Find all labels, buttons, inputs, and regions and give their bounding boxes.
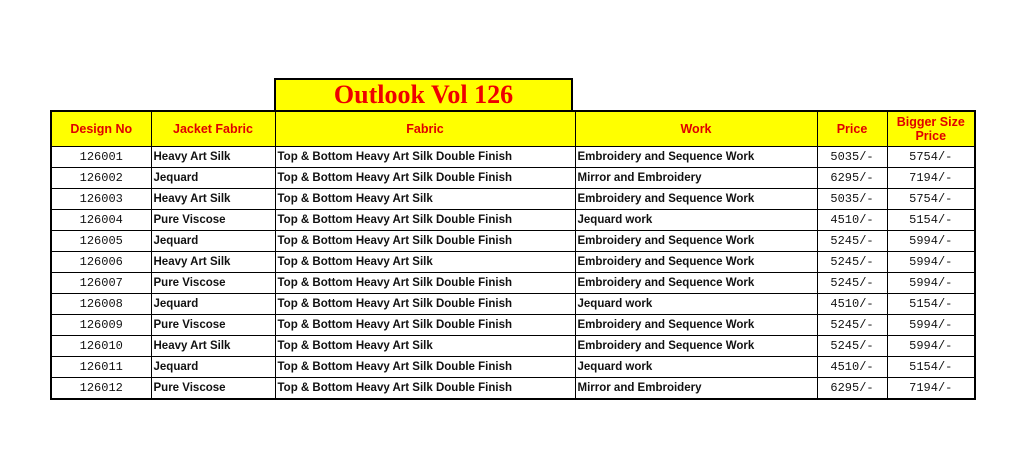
- jacket-fabric-cell: Heavy Art Silk: [151, 336, 275, 357]
- fabric-cell: Top & Bottom Heavy Art Silk: [275, 252, 575, 273]
- design-no-cell: 126008: [51, 294, 151, 315]
- bigger-size-price-cell: 5994/-: [887, 231, 975, 252]
- fabric-cell: Top & Bottom Heavy Art Silk Double Finish: [275, 315, 575, 336]
- price-cell: 5035/-: [817, 189, 887, 210]
- design-no-cell: 126011: [51, 357, 151, 378]
- bigger-size-price-cell: 5994/-: [887, 252, 975, 273]
- price-table: [50, 110, 976, 400]
- design-no-cell: 126005: [51, 231, 151, 252]
- bigger-size-price-cell: 5154/-: [887, 210, 975, 231]
- col-header-bigger-size-price: Bigger Size Price: [887, 111, 975, 147]
- jacket-fabric-cell: Heavy Art Silk: [151, 252, 275, 273]
- bigger-size-price-cell: 7194/-: [887, 168, 975, 189]
- design-no-cell: 126004: [51, 210, 151, 231]
- jacket-fabric-cell: Jequard: [151, 294, 275, 315]
- jacket-fabric-cell: Jequard: [151, 357, 275, 378]
- fabric-cell: Top & Bottom Heavy Art Silk Double Finish: [275, 357, 575, 378]
- work-cell: Mirror and Embroidery: [575, 378, 817, 400]
- bigger-size-price-cell: 5754/-: [887, 147, 975, 168]
- price-cell: 5245/-: [817, 273, 887, 294]
- jacket-fabric-cell: Jequard: [151, 231, 275, 252]
- price-cell: 6295/-: [817, 378, 887, 400]
- catalog-title: Outlook Vol 126: [274, 78, 573, 110]
- work-cell: Embroidery and Sequence Work: [575, 231, 817, 252]
- fabric-cell: Top & Bottom Heavy Art Silk Double Finish: [275, 273, 575, 294]
- work-cell: Embroidery and Sequence Work: [575, 189, 817, 210]
- design-no-cell: 126007: [51, 273, 151, 294]
- fabric-cell: Top & Bottom Heavy Art Silk Double Finish: [275, 378, 575, 400]
- work-cell: Jequard work: [575, 357, 817, 378]
- table-row: [51, 357, 975, 378]
- bigger-size-price-cell: 5154/-: [887, 294, 975, 315]
- design-no-cell: 126003: [51, 189, 151, 210]
- table-row: [51, 168, 975, 189]
- work-cell: Jequard work: [575, 210, 817, 231]
- table-row: [51, 210, 975, 231]
- fabric-cell: Top & Bottom Heavy Art Silk: [275, 336, 575, 357]
- col-header-work: Work: [575, 111, 817, 147]
- fabric-cell: Top & Bottom Heavy Art Silk Double Finish: [275, 147, 575, 168]
- price-cell: 4510/-: [817, 294, 887, 315]
- bigger-size-price-cell: 5994/-: [887, 273, 975, 294]
- work-cell: Embroidery and Sequence Work: [575, 336, 817, 357]
- jacket-fabric-cell: Pure Viscose: [151, 273, 275, 294]
- design-no-cell: 126006: [51, 252, 151, 273]
- price-cell: 5035/-: [817, 147, 887, 168]
- table-row: [51, 294, 975, 315]
- bigger-size-price-cell: 7194/-: [887, 378, 975, 400]
- jacket-fabric-cell: Heavy Art Silk: [151, 189, 275, 210]
- jacket-fabric-cell: Pure Viscose: [151, 378, 275, 400]
- work-cell: Jequard work: [575, 294, 817, 315]
- work-cell: Embroidery and Sequence Work: [575, 315, 817, 336]
- design-no-cell: 126002: [51, 168, 151, 189]
- bigger-size-price-cell: 5994/-: [887, 315, 975, 336]
- table-row: [51, 231, 975, 252]
- bigger-size-price-cell: 5754/-: [887, 189, 975, 210]
- design-no-cell: 126012: [51, 378, 151, 400]
- price-cell: 5245/-: [817, 336, 887, 357]
- fabric-cell: Top & Bottom Heavy Art Silk Double Finish: [275, 210, 575, 231]
- table-row: [51, 336, 975, 357]
- table-row: [51, 252, 975, 273]
- table-row: [51, 378, 975, 400]
- price-cell: 4510/-: [817, 357, 887, 378]
- bigger-size-price-cell: 5994/-: [887, 336, 975, 357]
- col-header-jacket-fabric: Jacket Fabric: [151, 111, 275, 147]
- jacket-fabric-cell: Jequard: [151, 168, 275, 189]
- fabric-cell: Top & Bottom Heavy Art Silk Double Finish: [275, 294, 575, 315]
- table-row: [51, 315, 975, 336]
- col-header-design-no: Design No: [51, 111, 151, 147]
- col-header-price: Price: [817, 111, 887, 147]
- fabric-cell: Top & Bottom Heavy Art Silk Double Finish: [275, 231, 575, 252]
- price-cell: 5245/-: [817, 231, 887, 252]
- bigger-size-price-cell: 5154/-: [887, 357, 975, 378]
- design-no-cell: 126001: [51, 147, 151, 168]
- table-row: [51, 189, 975, 210]
- price-cell: 4510/-: [817, 210, 887, 231]
- fabric-cell: Top & Bottom Heavy Art Silk: [275, 189, 575, 210]
- design-no-cell: 126009: [51, 315, 151, 336]
- table-row: [51, 273, 975, 294]
- work-cell: Mirror and Embroidery: [575, 168, 817, 189]
- price-cell: 5245/-: [817, 315, 887, 336]
- work-cell: Embroidery and Sequence Work: [575, 147, 817, 168]
- jacket-fabric-cell: Pure Viscose: [151, 315, 275, 336]
- table-row: [51, 147, 975, 168]
- col-header-fabric: Fabric: [275, 111, 575, 147]
- price-cell: 6295/-: [817, 168, 887, 189]
- table-header-row: [51, 111, 975, 147]
- work-cell: Embroidery and Sequence Work: [575, 252, 817, 273]
- fabric-cell: Top & Bottom Heavy Art Silk Double Finish: [275, 168, 575, 189]
- price-cell: 5245/-: [817, 252, 887, 273]
- jacket-fabric-cell: Pure Viscose: [151, 210, 275, 231]
- jacket-fabric-cell: Heavy Art Silk: [151, 147, 275, 168]
- work-cell: Embroidery and Sequence Work: [575, 273, 817, 294]
- design-no-cell: 126010: [51, 336, 151, 357]
